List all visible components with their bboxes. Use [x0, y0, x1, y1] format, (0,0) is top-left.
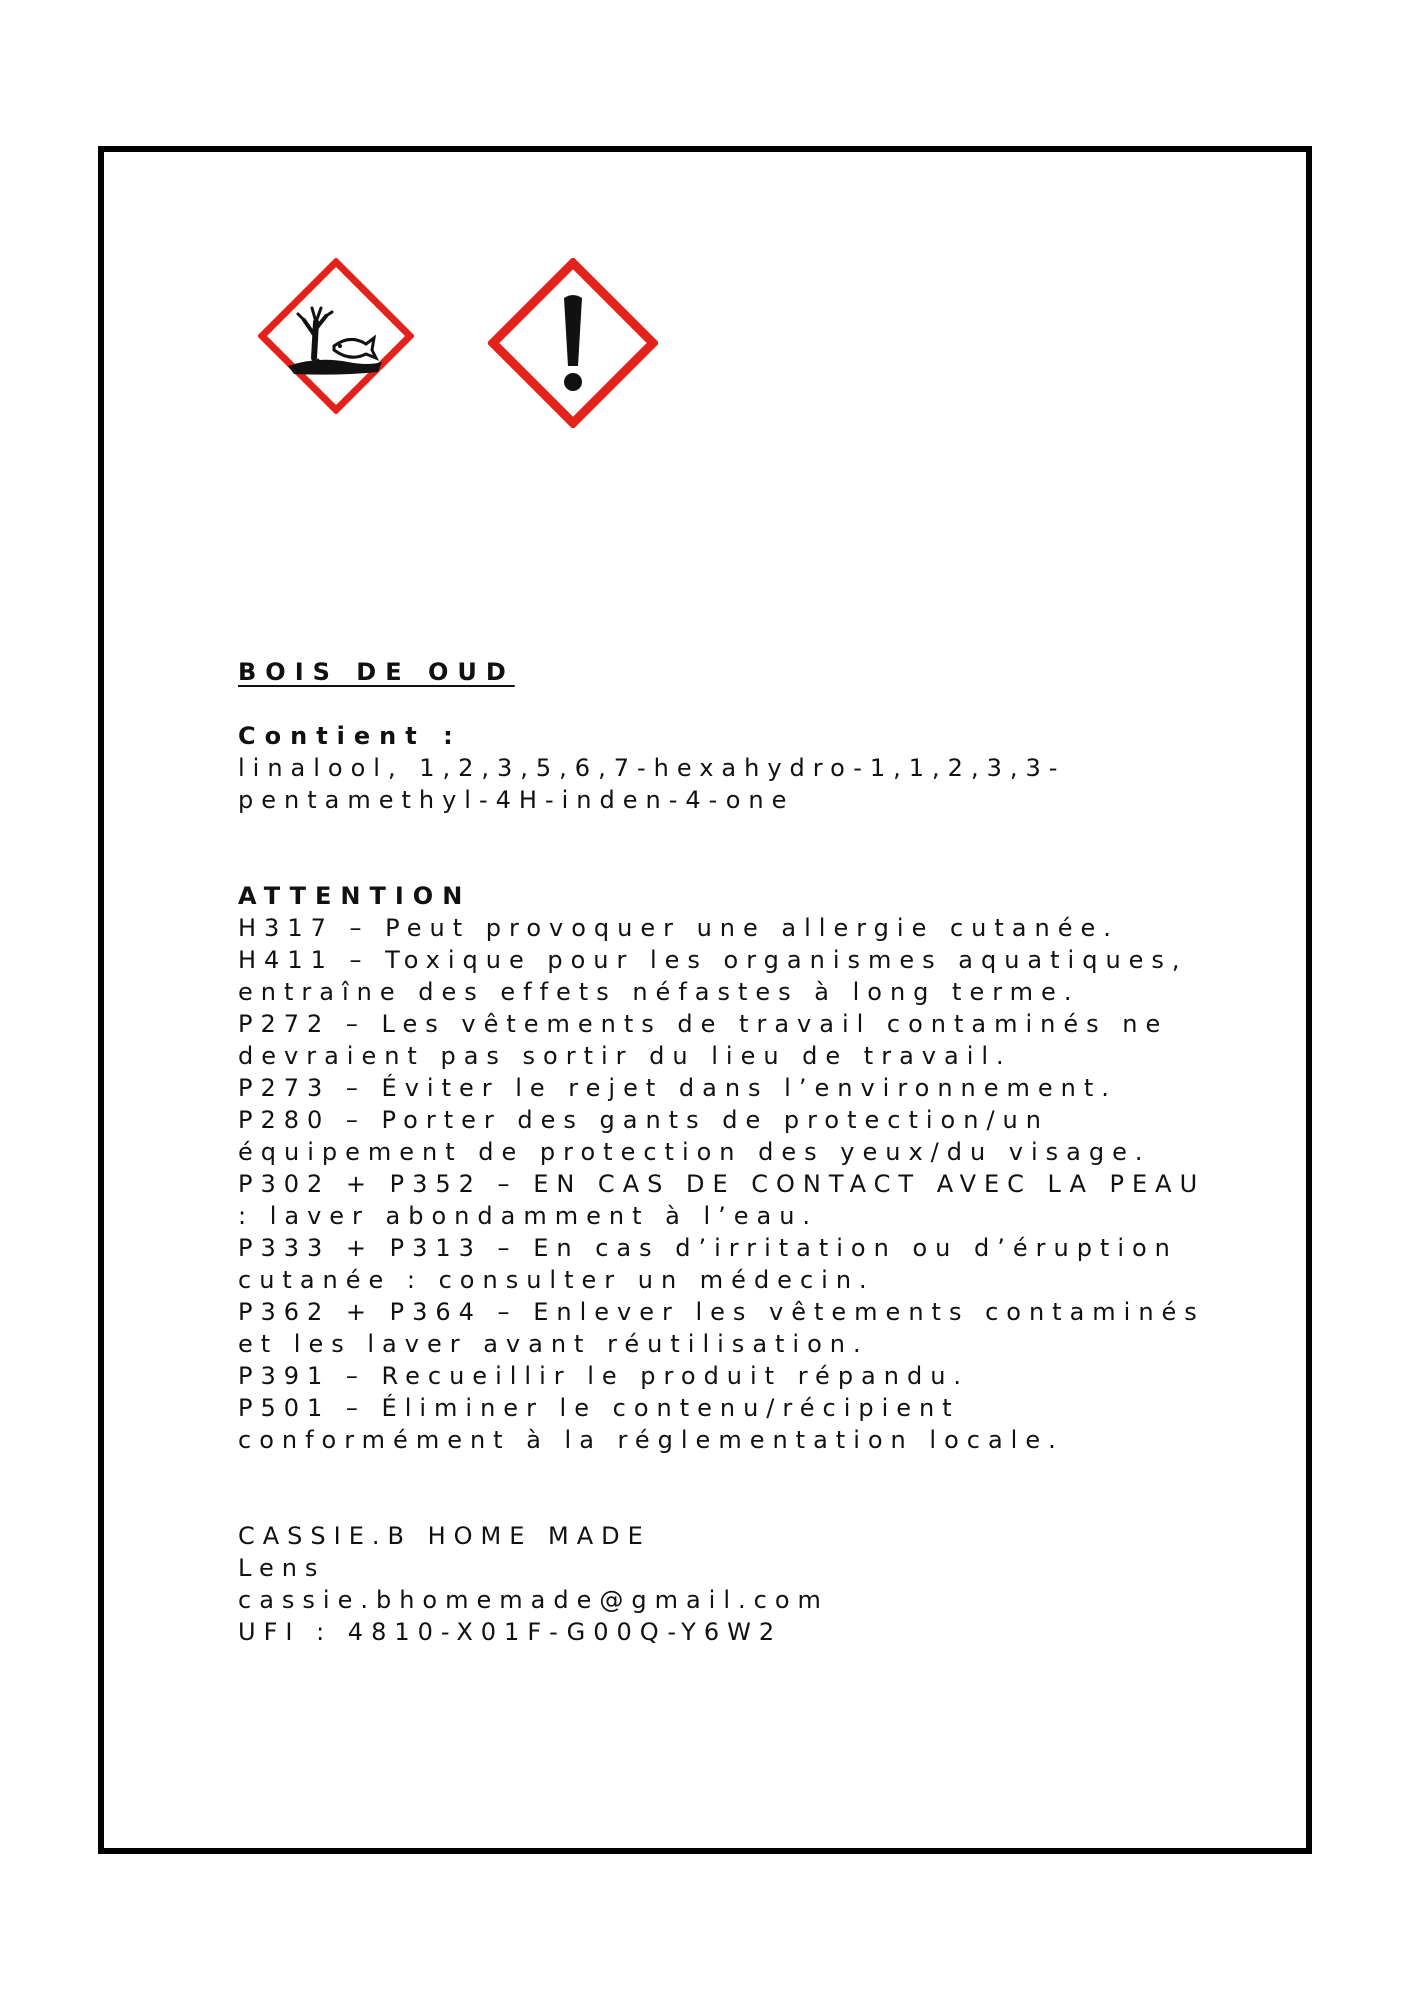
supplier-name: CASSIE.B HOME MADE: [238, 1522, 651, 1550]
precaution-statement-line: conformément à la réglementation locale.: [238, 1426, 1064, 1454]
exclamation-hazard-icon: [488, 258, 658, 428]
precaution-statement-line: P273 – Éviter le rejet dans l’environnement.: [238, 1074, 1117, 1102]
precaution-statement-line: P333 + P313 – En cas d’irritation ou d’éruption: [238, 1234, 1178, 1262]
precaution-statement-line: P302 + P352 – EN CAS DE CONTACT AVEC LA PEAU: [238, 1170, 1206, 1198]
composition-label: Contient :: [238, 722, 462, 750]
signal-word: ATTENTION: [238, 882, 472, 910]
hazard-statement-line: entraîne des effets néfastes à long terme.: [238, 978, 1080, 1006]
environment-hazard-icon: [258, 258, 414, 414]
precaution-statement-line: devraient pas sortir du lieu de travail.: [238, 1042, 1012, 1070]
precaution-statement-line: équipement de protection des yeux/du visage.: [238, 1138, 1151, 1166]
precaution-statement-line: cutanée : consulter un médecin.: [238, 1266, 875, 1294]
precaution-statement-line: P362 + P364 – Enlever les vêtements contaminés: [238, 1298, 1205, 1326]
precaution-statement-line: et les laver avant réutilisation.: [238, 1330, 869, 1358]
product-name: BOIS DE OUD: [238, 658, 515, 686]
supplier-email: cassie.bhomemade@gmail.com: [238, 1586, 829, 1614]
precaution-statement-line: : laver abondamment à l’eau.: [238, 1202, 819, 1230]
hazard-statement-line: H317 – Peut provoquer une allergie cutanée.: [238, 914, 1119, 942]
hazard-statement-line: H411 – Toxique pour les organismes aquatiques,: [238, 946, 1188, 974]
composition-line: linalool, 1,2,3,5,6,7-hexahydro-1,1,2,3,3-: [238, 754, 1066, 782]
label-text-block: [238, 656, 1238, 1648]
precaution-statement-line: P280 – Porter des gants de protection/un: [238, 1106, 1049, 1134]
precaution-statement-line: P391 – Recueillir le produit répandu.: [238, 1362, 970, 1390]
precaution-statement-line: P272 – Les vêtements de travail contaminés ne: [238, 1010, 1169, 1038]
composition-line: pentamethyl-4H-inden-4-one: [238, 786, 795, 814]
precaution-statement-line: P501 – Éliminer le contenu/récipient: [238, 1394, 960, 1422]
ufi-code: UFI : 4810-X01F-G00Q-Y6W2: [238, 1618, 783, 1646]
supplier-city: Lens: [238, 1554, 326, 1582]
